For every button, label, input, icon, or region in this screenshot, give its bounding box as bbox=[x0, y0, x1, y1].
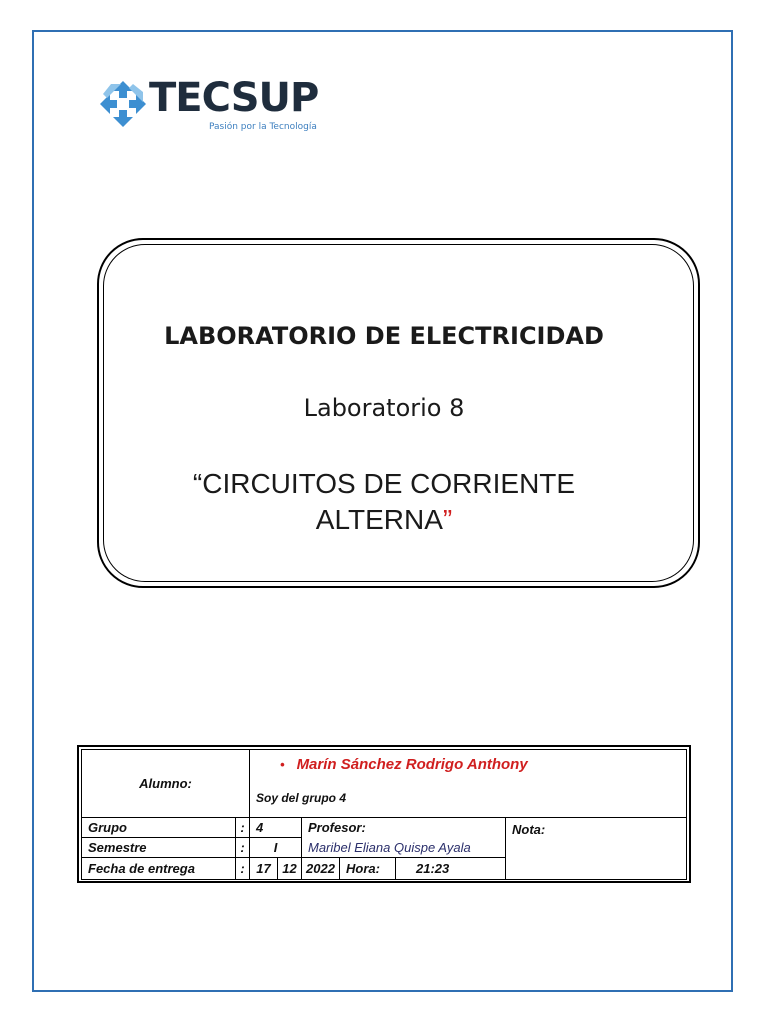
profesor-name-cell bbox=[302, 838, 506, 858]
student-info-table bbox=[77, 745, 691, 883]
info-grid bbox=[81, 749, 687, 880]
semestre-value: I bbox=[250, 838, 302, 858]
student-name-item bbox=[256, 756, 680, 773]
nota-cell bbox=[506, 818, 687, 880]
tecsup-logo bbox=[97, 74, 327, 136]
grupo-label: Grupo bbox=[82, 818, 236, 838]
alumno-label-cell bbox=[82, 750, 250, 818]
tecsup-arrows-icon bbox=[97, 78, 149, 130]
alumno-label: Alumno: bbox=[139, 776, 192, 791]
lab-topic-line2: ALTERNA bbox=[315, 504, 443, 535]
alumno-row bbox=[82, 750, 687, 818]
profesor-name: Maribel Eliana Quispe Ayala bbox=[308, 839, 471, 855]
profesor-label: Profesor: bbox=[302, 818, 506, 838]
hora-label: Hora: bbox=[340, 858, 396, 880]
lab-number: Laboratorio 8 bbox=[303, 394, 465, 422]
lab-course-title: LABORATORIO DE ELECTRICIDAD bbox=[164, 322, 604, 350]
alumno-value-cell bbox=[250, 750, 687, 818]
nota-label: Nota: bbox=[512, 822, 546, 837]
lab-topic bbox=[0, 466, 768, 538]
bullet-dot-icon: • bbox=[280, 757, 285, 772]
fecha-day: 17 bbox=[250, 858, 278, 880]
hora-value: 21:23 bbox=[396, 858, 506, 880]
semestre-colon: : bbox=[236, 838, 250, 858]
fecha-year: 2022 bbox=[302, 858, 340, 880]
fecha-label: Fecha de entrega bbox=[82, 858, 236, 880]
fecha-month: 12 bbox=[278, 858, 302, 880]
semestre-label: Semestre bbox=[82, 838, 236, 858]
logo-wordmark: TECSUP bbox=[149, 75, 319, 121]
logo-tagline: Pasión por la Tecnología bbox=[209, 122, 317, 132]
grupo-value: 4 bbox=[250, 818, 302, 838]
student-name: Marín Sánchez Rodrigo Anthony bbox=[296, 756, 528, 773]
grupo-row bbox=[82, 818, 687, 838]
lab-topic-line1: “CIRCUITOS DE CORRIENTE bbox=[192, 468, 576, 499]
grupo-colon: : bbox=[236, 818, 250, 838]
fecha-colon: : bbox=[236, 858, 250, 880]
group-note: Soy del grupo 4 bbox=[256, 791, 347, 805]
lab-topic-close-quote: ” bbox=[442, 504, 453, 535]
